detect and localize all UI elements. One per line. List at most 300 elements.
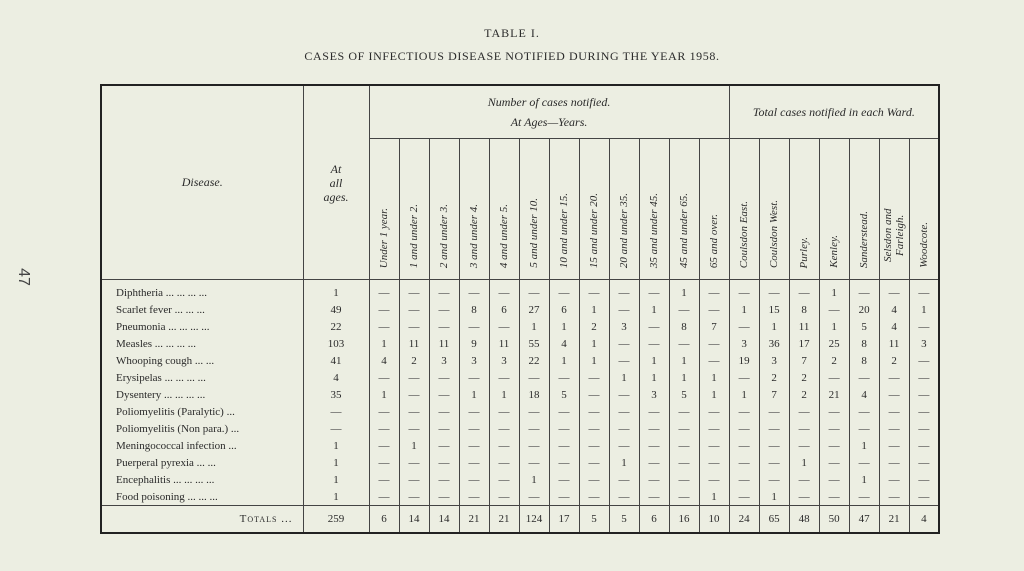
table-cell: 11	[399, 335, 429, 352]
table-subtitle: CASES OF INFECTIOUS DISEASE NOTIFIED DURING THE YEAR 1958.	[304, 49, 720, 63]
table-cell: —	[669, 471, 699, 488]
table-cell: —	[549, 280, 579, 302]
all-ages-header-line-2: all	[329, 175, 343, 190]
table-cell: —	[909, 403, 939, 420]
age-column-label: Under 1 year.	[378, 207, 390, 268]
table-cell: —	[549, 454, 579, 471]
table-cell: —	[699, 280, 729, 302]
totals-label: Totals ...	[101, 506, 303, 534]
table-cell: 5	[669, 386, 699, 403]
age-column-header	[669, 139, 699, 280]
table-cell: 20	[849, 301, 879, 318]
table-cell: 1	[579, 352, 609, 369]
table-cell: —	[579, 437, 609, 454]
table-cell: —	[429, 301, 459, 318]
ward-column-label: Purley.	[798, 236, 811, 268]
table-cell: —	[579, 471, 609, 488]
disease-name: Poliomyelitis (Paralytic) ...	[116, 405, 235, 418]
table-cell: 17	[789, 335, 819, 352]
age-column-header	[489, 139, 519, 280]
table-cell: —	[849, 280, 879, 302]
totals-row	[101, 506, 939, 534]
table-cell: —	[849, 454, 879, 471]
table-cell: —	[879, 471, 909, 488]
table-cell: —	[729, 471, 759, 488]
table-cell: —	[639, 488, 669, 506]
ward-column-header	[879, 139, 909, 280]
table-cell: 7	[699, 318, 729, 335]
table-cell: —	[909, 369, 939, 386]
table-row	[101, 403, 939, 420]
totals-cell: 50	[819, 506, 849, 534]
table-cell: 1	[759, 488, 789, 506]
totals-cell: 4	[909, 506, 939, 534]
table-cell: 22	[519, 352, 549, 369]
ward-column-header	[759, 139, 789, 280]
table-cell: —	[759, 471, 789, 488]
table-cell: —	[699, 437, 729, 454]
table-cell: 4	[879, 301, 909, 318]
table-cell: 1	[639, 369, 669, 386]
table-cell: —	[789, 280, 819, 302]
table-cell: —	[729, 420, 759, 437]
table-cell: 8	[789, 301, 819, 318]
table-cell: —	[609, 301, 639, 318]
table-cell: —	[609, 280, 639, 302]
table-cell: 1	[369, 386, 399, 403]
table-cell: 1	[669, 369, 699, 386]
age-column-label: 20 and under 35.	[618, 192, 630, 268]
table-cell: —	[549, 471, 579, 488]
age-column-label: 65 and over.	[708, 213, 721, 268]
ward-column-label: Coulsdon West.	[768, 199, 781, 268]
table-cell: 35	[303, 386, 369, 403]
ward-column-label: Coulsdon East.	[738, 200, 751, 268]
table-cell: —	[579, 369, 609, 386]
totals-cell: 6	[639, 506, 669, 534]
table-cell: —	[459, 318, 489, 335]
table-cell: —	[699, 301, 729, 318]
table-cell: —	[819, 471, 849, 488]
table-cell: —	[369, 454, 399, 471]
table-cell: —	[369, 318, 399, 335]
table-cell: —	[759, 420, 789, 437]
age-column-header	[369, 139, 399, 280]
totals-cell: 21	[879, 506, 909, 534]
table-cell: —	[549, 420, 579, 437]
table-cell: 1	[519, 471, 549, 488]
table-cell: —	[399, 420, 429, 437]
table-cell: —	[549, 488, 579, 506]
table-cell: —	[789, 471, 819, 488]
table-cell: 6	[549, 301, 579, 318]
age-column-label: 35 and under 45.	[648, 192, 660, 268]
age-column-header	[459, 139, 489, 280]
table-cell: —	[489, 437, 519, 454]
table-cell: —	[639, 403, 669, 420]
table-cell: —	[489, 318, 519, 335]
all-ages-column-header	[303, 85, 369, 280]
age-column-label: 4 and under 5.	[498, 203, 510, 268]
table-cell: —	[609, 420, 639, 437]
table-cell: —	[639, 318, 669, 335]
ward-column-header	[789, 139, 819, 280]
table-cell: —	[459, 471, 489, 488]
table-cell: 4	[303, 369, 369, 386]
table-cell: 1	[759, 318, 789, 335]
table-cell: 3	[489, 352, 519, 369]
table-row	[101, 437, 939, 454]
table-row	[101, 318, 939, 335]
table-cell: 4	[549, 335, 579, 352]
table-cell: —	[759, 437, 789, 454]
table-cell: 2	[399, 352, 429, 369]
table-cell: 11	[429, 335, 459, 352]
table-cell: —	[459, 488, 489, 506]
table-cell: —	[399, 403, 429, 420]
table-cell: —	[459, 369, 489, 386]
table-cell: 1	[639, 301, 669, 318]
table-cell: —	[609, 386, 639, 403]
table-cell: —	[639, 335, 669, 352]
table-cell: 3	[609, 318, 639, 335]
table-cell: 1	[699, 386, 729, 403]
disease-name: Scarlet fever ... ... ...	[116, 303, 205, 316]
table-cell: —	[519, 280, 549, 302]
table-cell: —	[699, 454, 729, 471]
table-cell: —	[669, 437, 699, 454]
table-cell: 3	[729, 335, 759, 352]
table-cell: 9	[459, 335, 489, 352]
table-cell: —	[429, 420, 459, 437]
table-cell: —	[579, 488, 609, 506]
table-cell: —	[639, 420, 669, 437]
disease-column-header	[101, 85, 303, 280]
table-cell: —	[519, 420, 549, 437]
table-cell: —	[909, 386, 939, 403]
table-cell: —	[789, 403, 819, 420]
table-cell: —	[789, 420, 819, 437]
table-row	[101, 471, 939, 488]
table-cell: 1	[729, 386, 759, 403]
table-cell: 1	[519, 318, 549, 335]
table-cell: 4	[369, 352, 399, 369]
table-cell: 4	[849, 386, 879, 403]
table-cell: —	[489, 280, 519, 302]
table-cell: —	[849, 488, 879, 506]
disease-name: Whooping cough ... ...	[116, 354, 215, 367]
table-cell: 1	[819, 318, 849, 335]
table-cell: —	[399, 301, 429, 318]
table-cell: —	[909, 352, 939, 369]
table-cell: —	[699, 420, 729, 437]
table-cell: —	[579, 454, 609, 471]
table-cell: 1	[489, 386, 519, 403]
table-cell: 3	[459, 352, 489, 369]
table-cell: 1	[459, 386, 489, 403]
table-cell: —	[729, 280, 759, 302]
table-cell: 8	[669, 318, 699, 335]
totals-cell: 5	[579, 506, 609, 534]
table-cell: —	[489, 471, 519, 488]
age-column-label: 3 and under 4.	[468, 203, 480, 268]
table-cell: —	[759, 403, 789, 420]
table-cell: —	[729, 454, 759, 471]
disease-name: Meningococcal infection ...	[116, 439, 237, 452]
age-column-header	[429, 139, 459, 280]
table-cell: —	[519, 403, 549, 420]
ward-column-label: Kenley.	[828, 235, 841, 268]
table-cell: 1	[909, 301, 939, 318]
table-cell: —	[819, 369, 849, 386]
table-cell: —	[729, 318, 759, 335]
table-cell: —	[909, 280, 939, 302]
table-cell: —	[459, 437, 489, 454]
ages-group-header	[369, 85, 729, 139]
table-cell: 3	[429, 352, 459, 369]
age-column-label: 10 and under 15.	[558, 192, 570, 268]
table-title: TABLE I.	[484, 26, 540, 40]
disease-name: Diphtheria ... ... ... ...	[116, 286, 208, 299]
table-cell: 7	[789, 352, 819, 369]
table-cell: 2	[879, 352, 909, 369]
table-cell: 41	[303, 352, 369, 369]
table-cell: —	[519, 437, 549, 454]
totals-cell: 259	[303, 506, 369, 534]
age-column-header	[579, 139, 609, 280]
table-cell: —	[369, 471, 399, 488]
age-column-label: 45 and under 65.	[678, 192, 690, 268]
table-cell: 4	[879, 318, 909, 335]
ward-column-header	[909, 139, 939, 280]
totals-cell: 48	[789, 506, 819, 534]
table-cell: —	[429, 386, 459, 403]
table-cell: —	[879, 488, 909, 506]
table-cell: 1	[399, 437, 429, 454]
table-cell: —	[639, 471, 669, 488]
age-column-header	[609, 139, 639, 280]
age-column-header	[549, 139, 579, 280]
table-cell: 11	[489, 335, 519, 352]
table-cell: —	[369, 280, 399, 302]
table-cell: —	[669, 335, 699, 352]
disease-name: Measles ... ... ... ...	[116, 337, 197, 350]
table-cell: 49	[303, 301, 369, 318]
totals-cell: 47	[849, 506, 879, 534]
table-cell: —	[789, 488, 819, 506]
ward-column-label: Selsdon and Farleigh.	[882, 208, 907, 262]
totals-cell: 16	[669, 506, 699, 534]
table-cell: 27	[519, 301, 549, 318]
disease-name: Pneumonia ... ... ... ...	[116, 320, 210, 333]
all-ages-header-line-3: ages.	[323, 189, 349, 204]
table-cell: —	[849, 420, 879, 437]
table-cell: 2	[789, 386, 819, 403]
table-cell: —	[669, 420, 699, 437]
age-column-header	[639, 139, 669, 280]
table-row	[101, 369, 939, 386]
ward-column-label: Woodcote.	[917, 222, 930, 268]
table-cell: —	[489, 420, 519, 437]
table-row	[101, 335, 939, 352]
table-row	[101, 280, 939, 302]
table-cell: —	[429, 471, 459, 488]
ages-group-header-line-2: At Ages—Years.	[510, 115, 588, 129]
table-cell: —	[729, 403, 759, 420]
table-cell: 11	[879, 335, 909, 352]
table-cell: 2	[759, 369, 789, 386]
table-cell: —	[429, 403, 459, 420]
age-column-label: 2 and under 3.	[438, 203, 450, 268]
table-cell: —	[909, 454, 939, 471]
table-cell: —	[909, 420, 939, 437]
age-column-label: 5 and under 10.	[528, 198, 540, 268]
age-column-header	[699, 139, 729, 280]
table-cell: —	[489, 454, 519, 471]
table-cell: 22	[303, 318, 369, 335]
table-cell: 1	[549, 318, 579, 335]
table-cell: —	[699, 335, 729, 352]
table-cell: —	[369, 420, 399, 437]
table-cell: 7	[759, 386, 789, 403]
table-cell: 1	[303, 471, 369, 488]
totals-cell: 21	[459, 506, 489, 534]
table-cell: —	[459, 454, 489, 471]
table-cell: —	[369, 488, 399, 506]
table-cell: 1	[849, 471, 879, 488]
table-cell: —	[909, 318, 939, 335]
ward-column-label: Sanderstead.	[858, 210, 871, 268]
ward-group-header-text: Total cases notified in each Ward.	[752, 105, 915, 119]
disease-name: Puerperal pyrexia ... ...	[116, 456, 216, 469]
table-cell: —	[699, 471, 729, 488]
table-cell: 1	[549, 352, 579, 369]
disease-name: Dysentery ... ... ... ...	[116, 388, 206, 401]
table-cell: —	[489, 369, 519, 386]
totals-cell: 14	[429, 506, 459, 534]
totals-cell: 65	[759, 506, 789, 534]
table-row	[101, 301, 939, 318]
ward-column-header	[729, 139, 759, 280]
table-cell: —	[729, 369, 759, 386]
table-cell: 2	[579, 318, 609, 335]
table-cell: —	[879, 420, 909, 437]
table-cell: —	[729, 488, 759, 506]
table-cell: —	[489, 403, 519, 420]
table-cell: —	[399, 369, 429, 386]
table-cell: 2	[819, 352, 849, 369]
disease-name: Encephalitis ... ... ... ...	[116, 473, 215, 486]
table-cell: 55	[519, 335, 549, 352]
table-cell: —	[459, 403, 489, 420]
table-cell: —	[303, 420, 369, 437]
table-cell: —	[489, 488, 519, 506]
table-cell: —	[669, 454, 699, 471]
table-cell: —	[579, 403, 609, 420]
age-column-header	[519, 139, 549, 280]
table-cell: 11	[789, 318, 819, 335]
disease-table	[100, 84, 940, 534]
table-cell: —	[849, 403, 879, 420]
table-cell: 19	[729, 352, 759, 369]
table-cell: —	[399, 386, 429, 403]
table-cell: 21	[819, 386, 849, 403]
table-cell: 6	[489, 301, 519, 318]
table-cell: —	[579, 280, 609, 302]
table-cell: —	[369, 369, 399, 386]
table-cell: —	[399, 454, 429, 471]
table-cell: —	[699, 352, 729, 369]
table-cell: —	[639, 454, 669, 471]
table-cell: —	[819, 301, 849, 318]
table-cell: —	[699, 403, 729, 420]
table-cell: —	[579, 420, 609, 437]
totals-cell: 21	[489, 506, 519, 534]
table-cell: 36	[759, 335, 789, 352]
table-cell: 1	[819, 280, 849, 302]
table-cell: —	[549, 403, 579, 420]
table-cell: —	[303, 403, 369, 420]
table-cell: —	[609, 437, 639, 454]
table-row	[101, 352, 939, 369]
page-number: 47	[14, 268, 32, 286]
table-cell: —	[429, 369, 459, 386]
table-cell: —	[369, 301, 399, 318]
table-cell: 1	[669, 352, 699, 369]
table-cell: —	[789, 437, 819, 454]
table-row	[101, 454, 939, 471]
table-cell: —	[609, 488, 639, 506]
table-cell: 1	[699, 488, 729, 506]
table-cell: 1	[699, 369, 729, 386]
table-cell: 3	[909, 335, 939, 352]
table-cell: 8	[849, 352, 879, 369]
table-cell: —	[669, 301, 699, 318]
table-cell: —	[819, 437, 849, 454]
table-cell: —	[579, 386, 609, 403]
table-cell: 1	[303, 488, 369, 506]
age-column-label: 1 and under 2.	[408, 203, 420, 268]
disease-header-text: Disease.	[181, 175, 223, 189]
table-cell: —	[819, 420, 849, 437]
table-row	[101, 386, 939, 403]
table-cell: —	[639, 280, 669, 302]
table-cell: 1	[789, 454, 819, 471]
table-cell: 1	[369, 335, 399, 352]
table-cell: —	[609, 335, 639, 352]
table-cell: —	[609, 471, 639, 488]
table-cell: 1	[579, 301, 609, 318]
disease-name: Erysipelas ... ... ... ...	[116, 371, 206, 384]
table-cell: —	[669, 488, 699, 506]
table-cell: 2	[789, 369, 819, 386]
table-cell: —	[459, 420, 489, 437]
table-cell: 103	[303, 335, 369, 352]
table-cell: —	[909, 488, 939, 506]
table-cell: —	[519, 454, 549, 471]
table-cell: 25	[819, 335, 849, 352]
table-cell: —	[459, 280, 489, 302]
table-cell: —	[519, 488, 549, 506]
table-cell: —	[819, 403, 849, 420]
table-cell: —	[399, 318, 429, 335]
table-cell: 3	[639, 386, 669, 403]
table-cell: —	[849, 369, 879, 386]
table-cell: —	[429, 437, 459, 454]
table-cell: 8	[849, 335, 879, 352]
totals-cell: 14	[399, 506, 429, 534]
table-cell: —	[879, 280, 909, 302]
